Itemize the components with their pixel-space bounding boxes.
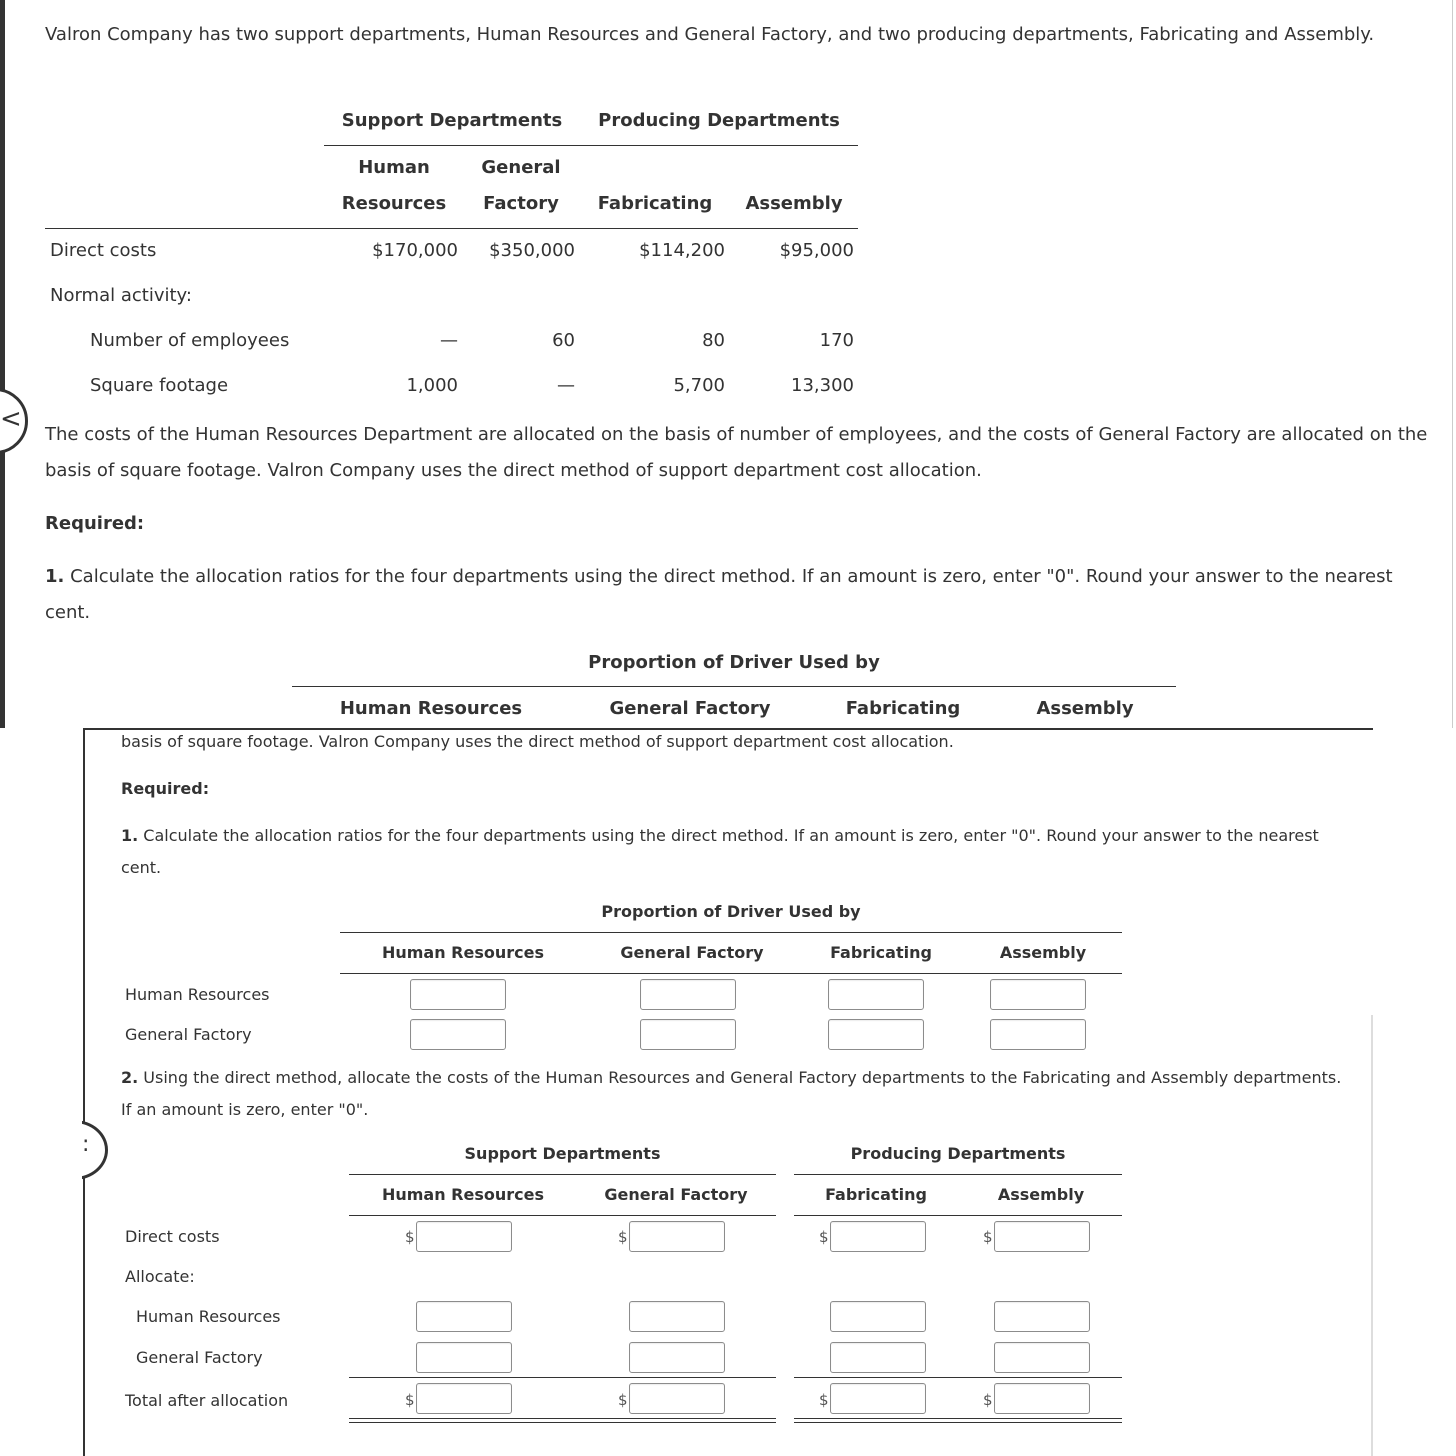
alloc-gf-gf-input[interactable] (629, 1342, 725, 1373)
employees-fab: 80 (702, 330, 725, 351)
direct-cost-hr: $170,000 (372, 240, 458, 261)
col-assembly: Assembly (745, 193, 843, 214)
sqft-hr: 1,000 (406, 375, 458, 396)
support-departments-heading: Support Departments (341, 110, 563, 131)
question-2-line1 (121, 1068, 1341, 1087)
sqft-label: Square footage (90, 375, 229, 396)
sqft-gf: — (557, 375, 575, 396)
employees-asm: 170 (819, 330, 854, 351)
allocation-paragraph-line1: The costs of the Human Resources Department are allocated on the basis of number of employees, and the costs of General Factory are allocated on the (45, 424, 1428, 445)
currency-symbol: $ (405, 1391, 415, 1409)
right-edge-line (1452, 0, 1453, 728)
bottom-required-heading: Required: (121, 779, 210, 798)
alloc-total-label: Total after allocation (125, 1391, 289, 1410)
col-hr-line1: Human (358, 157, 430, 178)
bottom-question-1-text: Calculate the allocation ratios for the four departments using the direct method. If an amount is zero, enter "0". Round your answer to the nearest (138, 826, 1319, 845)
currency-symbol: $ (819, 1391, 829, 1409)
alloc-hr-hr-input[interactable] (416, 1301, 512, 1332)
alloc-support-double-underline (349, 1418, 776, 1423)
alloc-gf-label: General Factory (136, 1348, 263, 1367)
prop-col-hr: Human Resources (339, 698, 523, 719)
bottom-proportion-title: Proportion of Driver Used by (601, 902, 861, 921)
proportion-underline (292, 686, 1176, 687)
prop-gf-hr-input[interactable] (410, 1019, 506, 1050)
question-2-number: 2. (121, 1068, 139, 1087)
direct-cost-asm: $95,000 (779, 240, 854, 261)
alloc-producing-heading: Producing Departments (850, 1144, 1066, 1163)
normal-activity-label: Normal activity: (50, 285, 192, 306)
bottom-question-1-line1 (121, 826, 1319, 845)
sqft-fab: 5,700 (673, 375, 725, 396)
question-1-number: 1. (45, 566, 65, 587)
prop-hr-fab-input[interactable] (828, 979, 924, 1010)
alloc-producing-header-underline (794, 1215, 1122, 1216)
bottom-prop-col-hr: Human Resources (381, 943, 545, 962)
prop-row-gf-label: General Factory (125, 1025, 252, 1044)
prop-hr-gf-input[interactable] (640, 979, 736, 1010)
alloc-producing-underline (794, 1174, 1122, 1175)
prop-gf-fab-input[interactable] (828, 1019, 924, 1050)
alloc-direct-costs-label: Direct costs (125, 1227, 220, 1246)
more-icon: : (82, 1132, 90, 1157)
question-2-text: Using the direct method, allocate the costs of the Human Resources and General Factory departments to the Fabricating and Assembly departments. (138, 1068, 1342, 1087)
alloc-hr-label: Human Resources (136, 1307, 281, 1326)
currency-symbol: $ (983, 1391, 993, 1409)
header-underline (45, 228, 858, 229)
group-underline (324, 145, 858, 146)
bottom-collapse-handle[interactable] (40, 1120, 108, 1180)
currency-symbol: $ (618, 1228, 628, 1246)
bottom-prop-col-gf: General Factory (620, 943, 764, 962)
direct-cost-fab: $114,200 (639, 240, 725, 261)
bottom-question-1-line2: cent. (121, 858, 162, 877)
col-fabricating: Fabricating (597, 193, 713, 214)
bottom-right-edge (1371, 1015, 1373, 1456)
alloc-total-gf-input[interactable] (629, 1383, 725, 1414)
currency-symbol: $ (618, 1391, 628, 1409)
prop-hr-hr-input[interactable] (410, 979, 506, 1010)
alloc-total-fab-input[interactable] (830, 1383, 926, 1414)
direct-costs-label: Direct costs (50, 240, 157, 261)
prop-gf-asm-input[interactable] (990, 1019, 1086, 1050)
prop-col-fab: Fabricating (845, 698, 961, 719)
prop-gf-gf-input[interactable] (640, 1019, 736, 1050)
alloc-support-heading: Support Departments (464, 1144, 661, 1163)
prop-col-gf: General Factory (609, 698, 771, 719)
bottom-proportion-header-underline (340, 973, 1122, 974)
alloc-support-underline (349, 1174, 776, 1175)
alloc-hr-fab-input[interactable] (830, 1301, 926, 1332)
alloc-gf-fab-input[interactable] (830, 1342, 926, 1373)
chevron-left-icon: < (0, 404, 22, 434)
currency-symbol: $ (819, 1228, 829, 1246)
intro-text: Valron Company has two support departments, Human Resources and General Factory, and two producing departments, Fabricating and Assembly. (45, 24, 1375, 45)
currency-symbol: $ (983, 1228, 993, 1246)
alloc-direct-asm-input[interactable] (994, 1221, 1090, 1252)
alloc-direct-hr-input[interactable] (416, 1221, 512, 1252)
producing-departments-heading: Producing Departments (598, 110, 840, 131)
alloc-direct-gf-input[interactable] (629, 1221, 725, 1252)
alloc-hr-gf-input[interactable] (629, 1301, 725, 1332)
partial-paragraph-line: basis of square footage. Valron Company uses the direct method of support department cost allocation. (121, 732, 954, 751)
sqft-asm: 13,300 (791, 375, 854, 396)
col-hr-line2: Resources (341, 193, 447, 214)
question-1-text: Calculate the allocation ratios for the four departments using the direct method. If an amount is zero, enter "0". Round your answer to the nearest (64, 566, 1393, 587)
employees-hr: — (440, 330, 458, 351)
alloc-gf-asm-input[interactable] (994, 1342, 1090, 1373)
question-2-line2: If an amount is zero, enter "0". (121, 1100, 369, 1119)
alloc-hr-asm-input[interactable] (994, 1301, 1090, 1332)
proportion-title: Proportion of Driver Used by (588, 652, 880, 673)
alloc-direct-fab-input[interactable] (830, 1221, 926, 1252)
alloc-producing-double-underline (794, 1418, 1122, 1423)
alloc-support-header-underline (349, 1215, 776, 1216)
alloc-col-hr: Human Resources (381, 1185, 545, 1204)
prop-hr-asm-input[interactable] (990, 979, 1086, 1010)
alloc-total-hr-input[interactable] (416, 1383, 512, 1414)
prop-row-hr-label: Human Resources (125, 985, 270, 1004)
alloc-support-subtotal-line (349, 1377, 776, 1378)
currency-symbol: $ (405, 1228, 415, 1246)
alloc-col-fab: Fabricating (825, 1185, 927, 1204)
alloc-gf-hr-input[interactable] (416, 1342, 512, 1373)
alloc-producing-subtotal-line (794, 1377, 1122, 1378)
employees-gf: 60 (552, 330, 575, 351)
prop-col-asm: Assembly (1036, 698, 1134, 719)
bottom-question-1-number: 1. (121, 826, 139, 845)
allocation-paragraph-line2: basis of square footage. Valron Company uses the direct method of support department cost allocation. (45, 460, 982, 481)
question-1-line1 (45, 566, 1393, 587)
question-1-line2: cent. (45, 602, 91, 623)
required-heading: Required: (45, 513, 145, 534)
alloc-col-asm: Assembly (997, 1185, 1085, 1204)
bottom-prop-col-fab: Fabricating (830, 943, 932, 962)
bottom-prop-col-asm: Assembly (999, 943, 1087, 962)
alloc-col-gf: General Factory (604, 1185, 748, 1204)
left-border-bar (0, 0, 5, 728)
alloc-allocate-label: Allocate: (125, 1267, 195, 1286)
bottom-proportion-underline (340, 932, 1122, 933)
employees-label: Number of employees (90, 330, 290, 351)
direct-cost-gf: $350,000 (489, 240, 575, 261)
alloc-total-asm-input[interactable] (994, 1383, 1090, 1414)
col-gf-line2: Factory (483, 193, 559, 214)
col-gf-line1: General (481, 157, 561, 178)
